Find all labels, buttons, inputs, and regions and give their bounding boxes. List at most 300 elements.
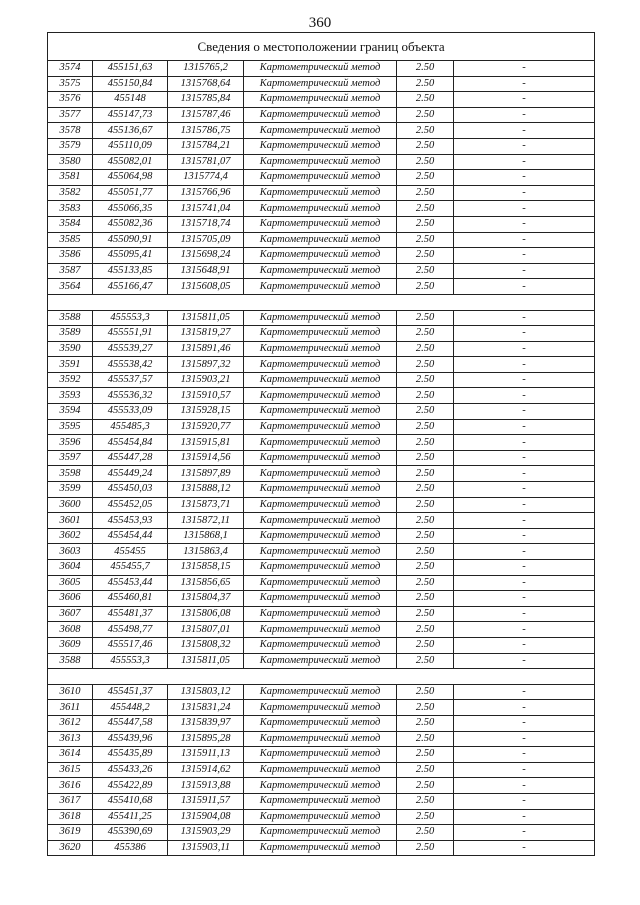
y-coordinate-cell: 1315819,27 xyxy=(168,326,244,342)
description-cell: - xyxy=(454,731,595,747)
point-number-cell: 3620 xyxy=(48,840,93,856)
table-row xyxy=(48,575,595,591)
description-cell: - xyxy=(454,435,595,451)
point-number-cell: 3596 xyxy=(48,435,93,451)
method-cell: Картометрический метод xyxy=(244,544,397,560)
method-cell: Картометрический метод xyxy=(244,326,397,342)
point-number-cell: 3597 xyxy=(48,450,93,466)
x-coordinate-cell: 455095,41 xyxy=(93,248,168,264)
accuracy-cell: 2.50 xyxy=(397,513,454,529)
x-coordinate-cell: 455539,27 xyxy=(93,341,168,357)
description-cell: - xyxy=(454,809,595,825)
y-coordinate-cell: 1315868,1 xyxy=(168,528,244,544)
point-number-cell: 3618 xyxy=(48,809,93,825)
method-cell: Картометрический метод xyxy=(244,497,397,513)
table-row xyxy=(48,248,595,264)
table-row xyxy=(48,466,595,482)
method-cell: Картометрический метод xyxy=(244,731,397,747)
x-coordinate-cell: 455537,57 xyxy=(93,372,168,388)
description-cell: - xyxy=(454,138,595,154)
method-cell: Картометрический метод xyxy=(244,528,397,544)
description-cell: - xyxy=(454,560,595,576)
accuracy-cell: 2.50 xyxy=(397,560,454,576)
table-row xyxy=(48,201,595,217)
table-row xyxy=(48,326,595,342)
accuracy-cell: 2.50 xyxy=(397,123,454,139)
method-cell: Картометрический метод xyxy=(244,154,397,170)
accuracy-cell: 2.50 xyxy=(397,809,454,825)
x-coordinate-cell: 455455 xyxy=(93,544,168,560)
description-cell: - xyxy=(454,326,595,342)
method-cell: Картометрический метод xyxy=(244,232,397,248)
accuracy-cell: 2.50 xyxy=(397,263,454,279)
description-cell: - xyxy=(454,482,595,498)
x-coordinate-cell: 455538,42 xyxy=(93,357,168,373)
y-coordinate-cell: 1315765,2 xyxy=(168,61,244,77)
x-coordinate-cell: 455110,09 xyxy=(93,138,168,154)
point-number-cell: 3604 xyxy=(48,560,93,576)
table-row xyxy=(48,388,595,404)
table-row xyxy=(48,482,595,498)
method-cell: Картометрический метод xyxy=(244,591,397,607)
method-cell: Картометрический метод xyxy=(244,622,397,638)
point-number-cell: 3610 xyxy=(48,684,93,700)
description-cell: - xyxy=(454,341,595,357)
description-cell: - xyxy=(454,216,595,232)
point-number-cell: 3588 xyxy=(48,653,93,669)
point-number-cell: 3579 xyxy=(48,138,93,154)
y-coordinate-cell: 1315928,15 xyxy=(168,404,244,420)
table-row xyxy=(48,263,595,279)
x-coordinate-cell: 455533,09 xyxy=(93,404,168,420)
method-cell: Картометрический метод xyxy=(244,606,397,622)
y-coordinate-cell: 1315811,05 xyxy=(168,653,244,669)
method-cell: Картометрический метод xyxy=(244,715,397,731)
group-separator-cell xyxy=(48,669,595,685)
table-row xyxy=(48,357,595,373)
point-number-cell: 3615 xyxy=(48,762,93,778)
accuracy-cell: 2.50 xyxy=(397,606,454,622)
x-coordinate-cell: 455481,37 xyxy=(93,606,168,622)
point-number-cell: 3576 xyxy=(48,92,93,108)
y-coordinate-cell: 1315781,07 xyxy=(168,154,244,170)
table-row xyxy=(48,341,595,357)
accuracy-cell: 2.50 xyxy=(397,793,454,809)
y-coordinate-cell: 1315808,32 xyxy=(168,637,244,653)
method-cell: Картометрический метод xyxy=(244,372,397,388)
accuracy-cell: 2.50 xyxy=(397,591,454,607)
point-number-cell: 3606 xyxy=(48,591,93,607)
x-coordinate-cell: 455090,91 xyxy=(93,232,168,248)
description-cell: - xyxy=(454,762,595,778)
y-coordinate-cell: 1315873,71 xyxy=(168,497,244,513)
description-cell: - xyxy=(454,107,595,123)
x-coordinate-cell: 455485,3 xyxy=(93,419,168,435)
accuracy-cell: 2.50 xyxy=(397,528,454,544)
table-row xyxy=(48,747,595,763)
x-coordinate-cell: 455151,63 xyxy=(93,61,168,77)
y-coordinate-cell: 1315891,46 xyxy=(168,341,244,357)
accuracy-cell: 2.50 xyxy=(397,341,454,357)
method-cell: Картометрический метод xyxy=(244,575,397,591)
group-separator-cell xyxy=(48,294,595,310)
y-coordinate-cell: 1315784,21 xyxy=(168,138,244,154)
x-coordinate-cell: 455390,69 xyxy=(93,825,168,841)
accuracy-cell: 2.50 xyxy=(397,76,454,92)
method-cell: Картометрический метод xyxy=(244,513,397,529)
method-cell: Картометрический метод xyxy=(244,482,397,498)
point-number-cell: 3587 xyxy=(48,263,93,279)
point-number-cell: 3591 xyxy=(48,357,93,373)
table-row xyxy=(48,684,595,700)
table-row xyxy=(48,497,595,513)
method-cell: Картометрический метод xyxy=(244,248,397,264)
table-row xyxy=(48,653,595,669)
accuracy-cell: 2.50 xyxy=(397,731,454,747)
method-cell: Картометрический метод xyxy=(244,637,397,653)
table-row xyxy=(48,825,595,841)
accuracy-cell: 2.50 xyxy=(397,497,454,513)
table-row xyxy=(48,138,595,154)
table-row xyxy=(48,76,595,92)
table-row xyxy=(48,560,595,576)
point-number-cell: 3602 xyxy=(48,528,93,544)
description-cell: - xyxy=(454,528,595,544)
x-coordinate-cell: 455066,35 xyxy=(93,201,168,217)
method-cell: Картометрический метод xyxy=(244,92,397,108)
table-row xyxy=(48,154,595,170)
y-coordinate-cell: 1315786,75 xyxy=(168,123,244,139)
method-cell: Картометрический метод xyxy=(244,684,397,700)
description-cell: - xyxy=(454,747,595,763)
y-coordinate-cell: 1315811,05 xyxy=(168,310,244,326)
y-coordinate-cell: 1315705,09 xyxy=(168,232,244,248)
description-cell: - xyxy=(454,279,595,295)
x-coordinate-cell: 455460,81 xyxy=(93,591,168,607)
description-cell: - xyxy=(454,310,595,326)
method-cell: Картометрический метод xyxy=(244,310,397,326)
description-cell: - xyxy=(454,575,595,591)
x-coordinate-cell: 455451,37 xyxy=(93,684,168,700)
y-coordinate-cell: 1315768,64 xyxy=(168,76,244,92)
description-cell: - xyxy=(454,497,595,513)
method-cell: Картометрический метод xyxy=(244,201,397,217)
table-row xyxy=(48,762,595,778)
description-cell: - xyxy=(454,637,595,653)
method-cell: Картометрический метод xyxy=(244,388,397,404)
x-coordinate-cell: 455422,89 xyxy=(93,778,168,794)
accuracy-cell: 2.50 xyxy=(397,216,454,232)
accuracy-cell: 2.50 xyxy=(397,762,454,778)
x-coordinate-cell: 455082,36 xyxy=(93,216,168,232)
method-cell: Картометрический метод xyxy=(244,76,397,92)
y-coordinate-cell: 1315911,13 xyxy=(168,747,244,763)
x-coordinate-cell: 455553,3 xyxy=(93,310,168,326)
x-coordinate-cell: 455448,2 xyxy=(93,700,168,716)
table-row xyxy=(48,731,595,747)
accuracy-cell: 2.50 xyxy=(397,201,454,217)
description-cell: - xyxy=(454,92,595,108)
accuracy-cell: 2.50 xyxy=(397,482,454,498)
point-number-cell: 3617 xyxy=(48,793,93,809)
y-coordinate-cell: 1315888,12 xyxy=(168,482,244,498)
table-row xyxy=(48,700,595,716)
accuracy-cell: 2.50 xyxy=(397,404,454,420)
accuracy-cell: 2.50 xyxy=(397,715,454,731)
x-coordinate-cell: 455147,73 xyxy=(93,107,168,123)
x-coordinate-cell: 455435,89 xyxy=(93,747,168,763)
table-row xyxy=(48,544,595,560)
x-coordinate-cell: 455536,32 xyxy=(93,388,168,404)
point-number-cell: 3605 xyxy=(48,575,93,591)
y-coordinate-cell: 1315831,24 xyxy=(168,700,244,716)
method-cell: Картометрический метод xyxy=(244,450,397,466)
point-number-cell: 3612 xyxy=(48,715,93,731)
method-cell: Картометрический метод xyxy=(244,263,397,279)
y-coordinate-cell: 1315698,24 xyxy=(168,248,244,264)
x-coordinate-cell: 455433,26 xyxy=(93,762,168,778)
description-cell: - xyxy=(454,357,595,373)
x-coordinate-cell: 455498,77 xyxy=(93,622,168,638)
y-coordinate-cell: 1315785,84 xyxy=(168,92,244,108)
description-cell: - xyxy=(454,653,595,669)
x-coordinate-cell: 455439,96 xyxy=(93,731,168,747)
description-cell: - xyxy=(454,232,595,248)
description-cell: - xyxy=(454,248,595,264)
accuracy-cell: 2.50 xyxy=(397,466,454,482)
point-number-cell: 3584 xyxy=(48,216,93,232)
y-coordinate-cell: 1315839,97 xyxy=(168,715,244,731)
description-cell: - xyxy=(454,76,595,92)
y-coordinate-cell: 1315766,96 xyxy=(168,185,244,201)
method-cell: Картометрический метод xyxy=(244,404,397,420)
table-row xyxy=(48,170,595,186)
method-cell: Картометрический метод xyxy=(244,762,397,778)
accuracy-cell: 2.50 xyxy=(397,154,454,170)
x-coordinate-cell: 455453,93 xyxy=(93,513,168,529)
point-number-cell: 3586 xyxy=(48,248,93,264)
method-cell: Картометрический метод xyxy=(244,170,397,186)
accuracy-cell: 2.50 xyxy=(397,575,454,591)
point-number-cell: 3588 xyxy=(48,310,93,326)
accuracy-cell: 2.50 xyxy=(397,747,454,763)
x-coordinate-cell: 455082,01 xyxy=(93,154,168,170)
description-cell: - xyxy=(454,388,595,404)
point-number-cell: 3609 xyxy=(48,637,93,653)
accuracy-cell: 2.50 xyxy=(397,170,454,186)
x-coordinate-cell: 455150,84 xyxy=(93,76,168,92)
x-coordinate-cell: 455447,28 xyxy=(93,450,168,466)
table-row xyxy=(48,404,595,420)
table-row xyxy=(48,622,595,638)
y-coordinate-cell: 1315741,04 xyxy=(168,201,244,217)
point-number-cell: 3599 xyxy=(48,482,93,498)
point-number-cell: 3590 xyxy=(48,341,93,357)
method-cell: Картометрический метод xyxy=(244,419,397,435)
y-coordinate-cell: 1315920,77 xyxy=(168,419,244,435)
y-coordinate-cell: 1315648,91 xyxy=(168,263,244,279)
point-number-cell: 3594 xyxy=(48,404,93,420)
point-number-cell: 3595 xyxy=(48,419,93,435)
y-coordinate-cell: 1315804,37 xyxy=(168,591,244,607)
accuracy-cell: 2.50 xyxy=(397,248,454,264)
accuracy-cell: 2.50 xyxy=(397,637,454,653)
y-coordinate-cell: 1315915,81 xyxy=(168,435,244,451)
method-cell: Картометрический метод xyxy=(244,138,397,154)
accuracy-cell: 2.50 xyxy=(397,326,454,342)
method-cell: Картометрический метод xyxy=(244,279,397,295)
point-number-cell: 3564 xyxy=(48,279,93,295)
x-coordinate-cell: 455450,03 xyxy=(93,482,168,498)
accuracy-cell: 2.50 xyxy=(397,61,454,77)
y-coordinate-cell: 1315903,11 xyxy=(168,840,244,856)
method-cell: Картометрический метод xyxy=(244,778,397,794)
x-coordinate-cell: 455386 xyxy=(93,840,168,856)
y-coordinate-cell: 1315914,62 xyxy=(168,762,244,778)
description-cell: - xyxy=(454,825,595,841)
y-coordinate-cell: 1315903,29 xyxy=(168,825,244,841)
y-coordinate-cell: 1315608,05 xyxy=(168,279,244,295)
point-number-cell: 3578 xyxy=(48,123,93,139)
description-cell: - xyxy=(454,61,595,77)
y-coordinate-cell: 1315806,08 xyxy=(168,606,244,622)
method-cell: Картометрический метод xyxy=(244,653,397,669)
description-cell: - xyxy=(454,606,595,622)
y-coordinate-cell: 1315807,01 xyxy=(168,622,244,638)
y-coordinate-cell: 1315910,57 xyxy=(168,388,244,404)
table-row xyxy=(48,232,595,248)
y-coordinate-cell: 1315914,56 xyxy=(168,450,244,466)
accuracy-cell: 2.50 xyxy=(397,107,454,123)
point-number-cell: 3616 xyxy=(48,778,93,794)
table-row xyxy=(48,372,595,388)
method-cell: Картометрический метод xyxy=(244,825,397,841)
accuracy-cell: 2.50 xyxy=(397,435,454,451)
method-cell: Картометрический метод xyxy=(244,185,397,201)
y-coordinate-cell: 1315803,12 xyxy=(168,684,244,700)
point-number-cell: 3589 xyxy=(48,326,93,342)
x-coordinate-cell: 455410,68 xyxy=(93,793,168,809)
method-cell: Картометрический метод xyxy=(244,341,397,357)
point-number-cell: 3607 xyxy=(48,606,93,622)
x-coordinate-cell: 455454,84 xyxy=(93,435,168,451)
y-coordinate-cell: 1315904,08 xyxy=(168,809,244,825)
point-number-cell: 3614 xyxy=(48,747,93,763)
point-number-cell: 3575 xyxy=(48,76,93,92)
table-row xyxy=(48,606,595,622)
description-cell: - xyxy=(454,404,595,420)
table-row xyxy=(48,591,595,607)
accuracy-cell: 2.50 xyxy=(397,622,454,638)
table-row xyxy=(48,92,595,108)
description-cell: - xyxy=(454,513,595,529)
accuracy-cell: 2.50 xyxy=(397,653,454,669)
table-row xyxy=(48,528,595,544)
point-number-cell: 3577 xyxy=(48,107,93,123)
description-cell: - xyxy=(454,684,595,700)
accuracy-cell: 2.50 xyxy=(397,419,454,435)
x-coordinate-cell: 455166,47 xyxy=(93,279,168,295)
table-row xyxy=(48,310,595,326)
table-row xyxy=(48,216,595,232)
method-cell: Картометрический метод xyxy=(244,840,397,856)
description-cell: - xyxy=(454,793,595,809)
y-coordinate-cell: 1315897,32 xyxy=(168,357,244,373)
point-number-cell: 3583 xyxy=(48,201,93,217)
method-cell: Картометрический метод xyxy=(244,466,397,482)
table-row xyxy=(48,123,595,139)
accuracy-cell: 2.50 xyxy=(397,232,454,248)
point-number-cell: 3585 xyxy=(48,232,93,248)
table-row xyxy=(48,450,595,466)
description-cell: - xyxy=(454,700,595,716)
accuracy-cell: 2.50 xyxy=(397,92,454,108)
y-coordinate-cell: 1315858,15 xyxy=(168,560,244,576)
point-number-cell: 3619 xyxy=(48,825,93,841)
x-coordinate-cell: 455517,46 xyxy=(93,637,168,653)
point-number-cell: 3592 xyxy=(48,372,93,388)
x-coordinate-cell: 455449,24 xyxy=(93,466,168,482)
accuracy-cell: 2.50 xyxy=(397,840,454,856)
x-coordinate-cell: 455455,7 xyxy=(93,560,168,576)
x-coordinate-cell: 455454,44 xyxy=(93,528,168,544)
method-cell: Картометрический метод xyxy=(244,747,397,763)
point-number-cell: 3611 xyxy=(48,700,93,716)
table-row xyxy=(48,809,595,825)
description-cell: - xyxy=(454,622,595,638)
description-cell: - xyxy=(454,201,595,217)
page-number: 360 xyxy=(308,15,332,31)
y-coordinate-cell: 1315911,57 xyxy=(168,793,244,809)
method-cell: Картометрический метод xyxy=(244,793,397,809)
x-coordinate-cell: 455064,98 xyxy=(93,170,168,186)
x-coordinate-cell: 455447,58 xyxy=(93,715,168,731)
x-coordinate-cell: 455553,3 xyxy=(93,653,168,669)
description-cell: - xyxy=(454,591,595,607)
description-cell: - xyxy=(454,185,595,201)
x-coordinate-cell: 455453,44 xyxy=(93,575,168,591)
x-coordinate-cell: 455051,77 xyxy=(93,185,168,201)
method-cell: Картометрический метод xyxy=(244,216,397,232)
accuracy-cell: 2.50 xyxy=(397,388,454,404)
y-coordinate-cell: 1315718,74 xyxy=(168,216,244,232)
table-row xyxy=(48,637,595,653)
description-cell: - xyxy=(454,123,595,139)
boundary-table xyxy=(47,32,595,856)
table-row xyxy=(48,778,595,794)
x-coordinate-cell: 455136,67 xyxy=(93,123,168,139)
point-number-cell: 3608 xyxy=(48,622,93,638)
accuracy-cell: 2.50 xyxy=(397,450,454,466)
table-row xyxy=(48,793,595,809)
y-coordinate-cell: 1315787,46 xyxy=(168,107,244,123)
method-cell: Картометрический метод xyxy=(244,107,397,123)
y-coordinate-cell: 1315863,4 xyxy=(168,544,244,560)
description-cell: - xyxy=(454,544,595,560)
point-number-cell: 3582 xyxy=(48,185,93,201)
accuracy-cell: 2.50 xyxy=(397,700,454,716)
method-cell: Картометрический метод xyxy=(244,61,397,77)
table-row xyxy=(48,840,595,856)
method-cell: Картометрический метод xyxy=(244,123,397,139)
description-cell: - xyxy=(454,778,595,794)
point-number-cell: 3613 xyxy=(48,731,93,747)
table-row xyxy=(48,435,595,451)
accuracy-cell: 2.50 xyxy=(397,778,454,794)
point-number-cell: 3601 xyxy=(48,513,93,529)
x-coordinate-cell: 455148 xyxy=(93,92,168,108)
description-cell: - xyxy=(454,450,595,466)
